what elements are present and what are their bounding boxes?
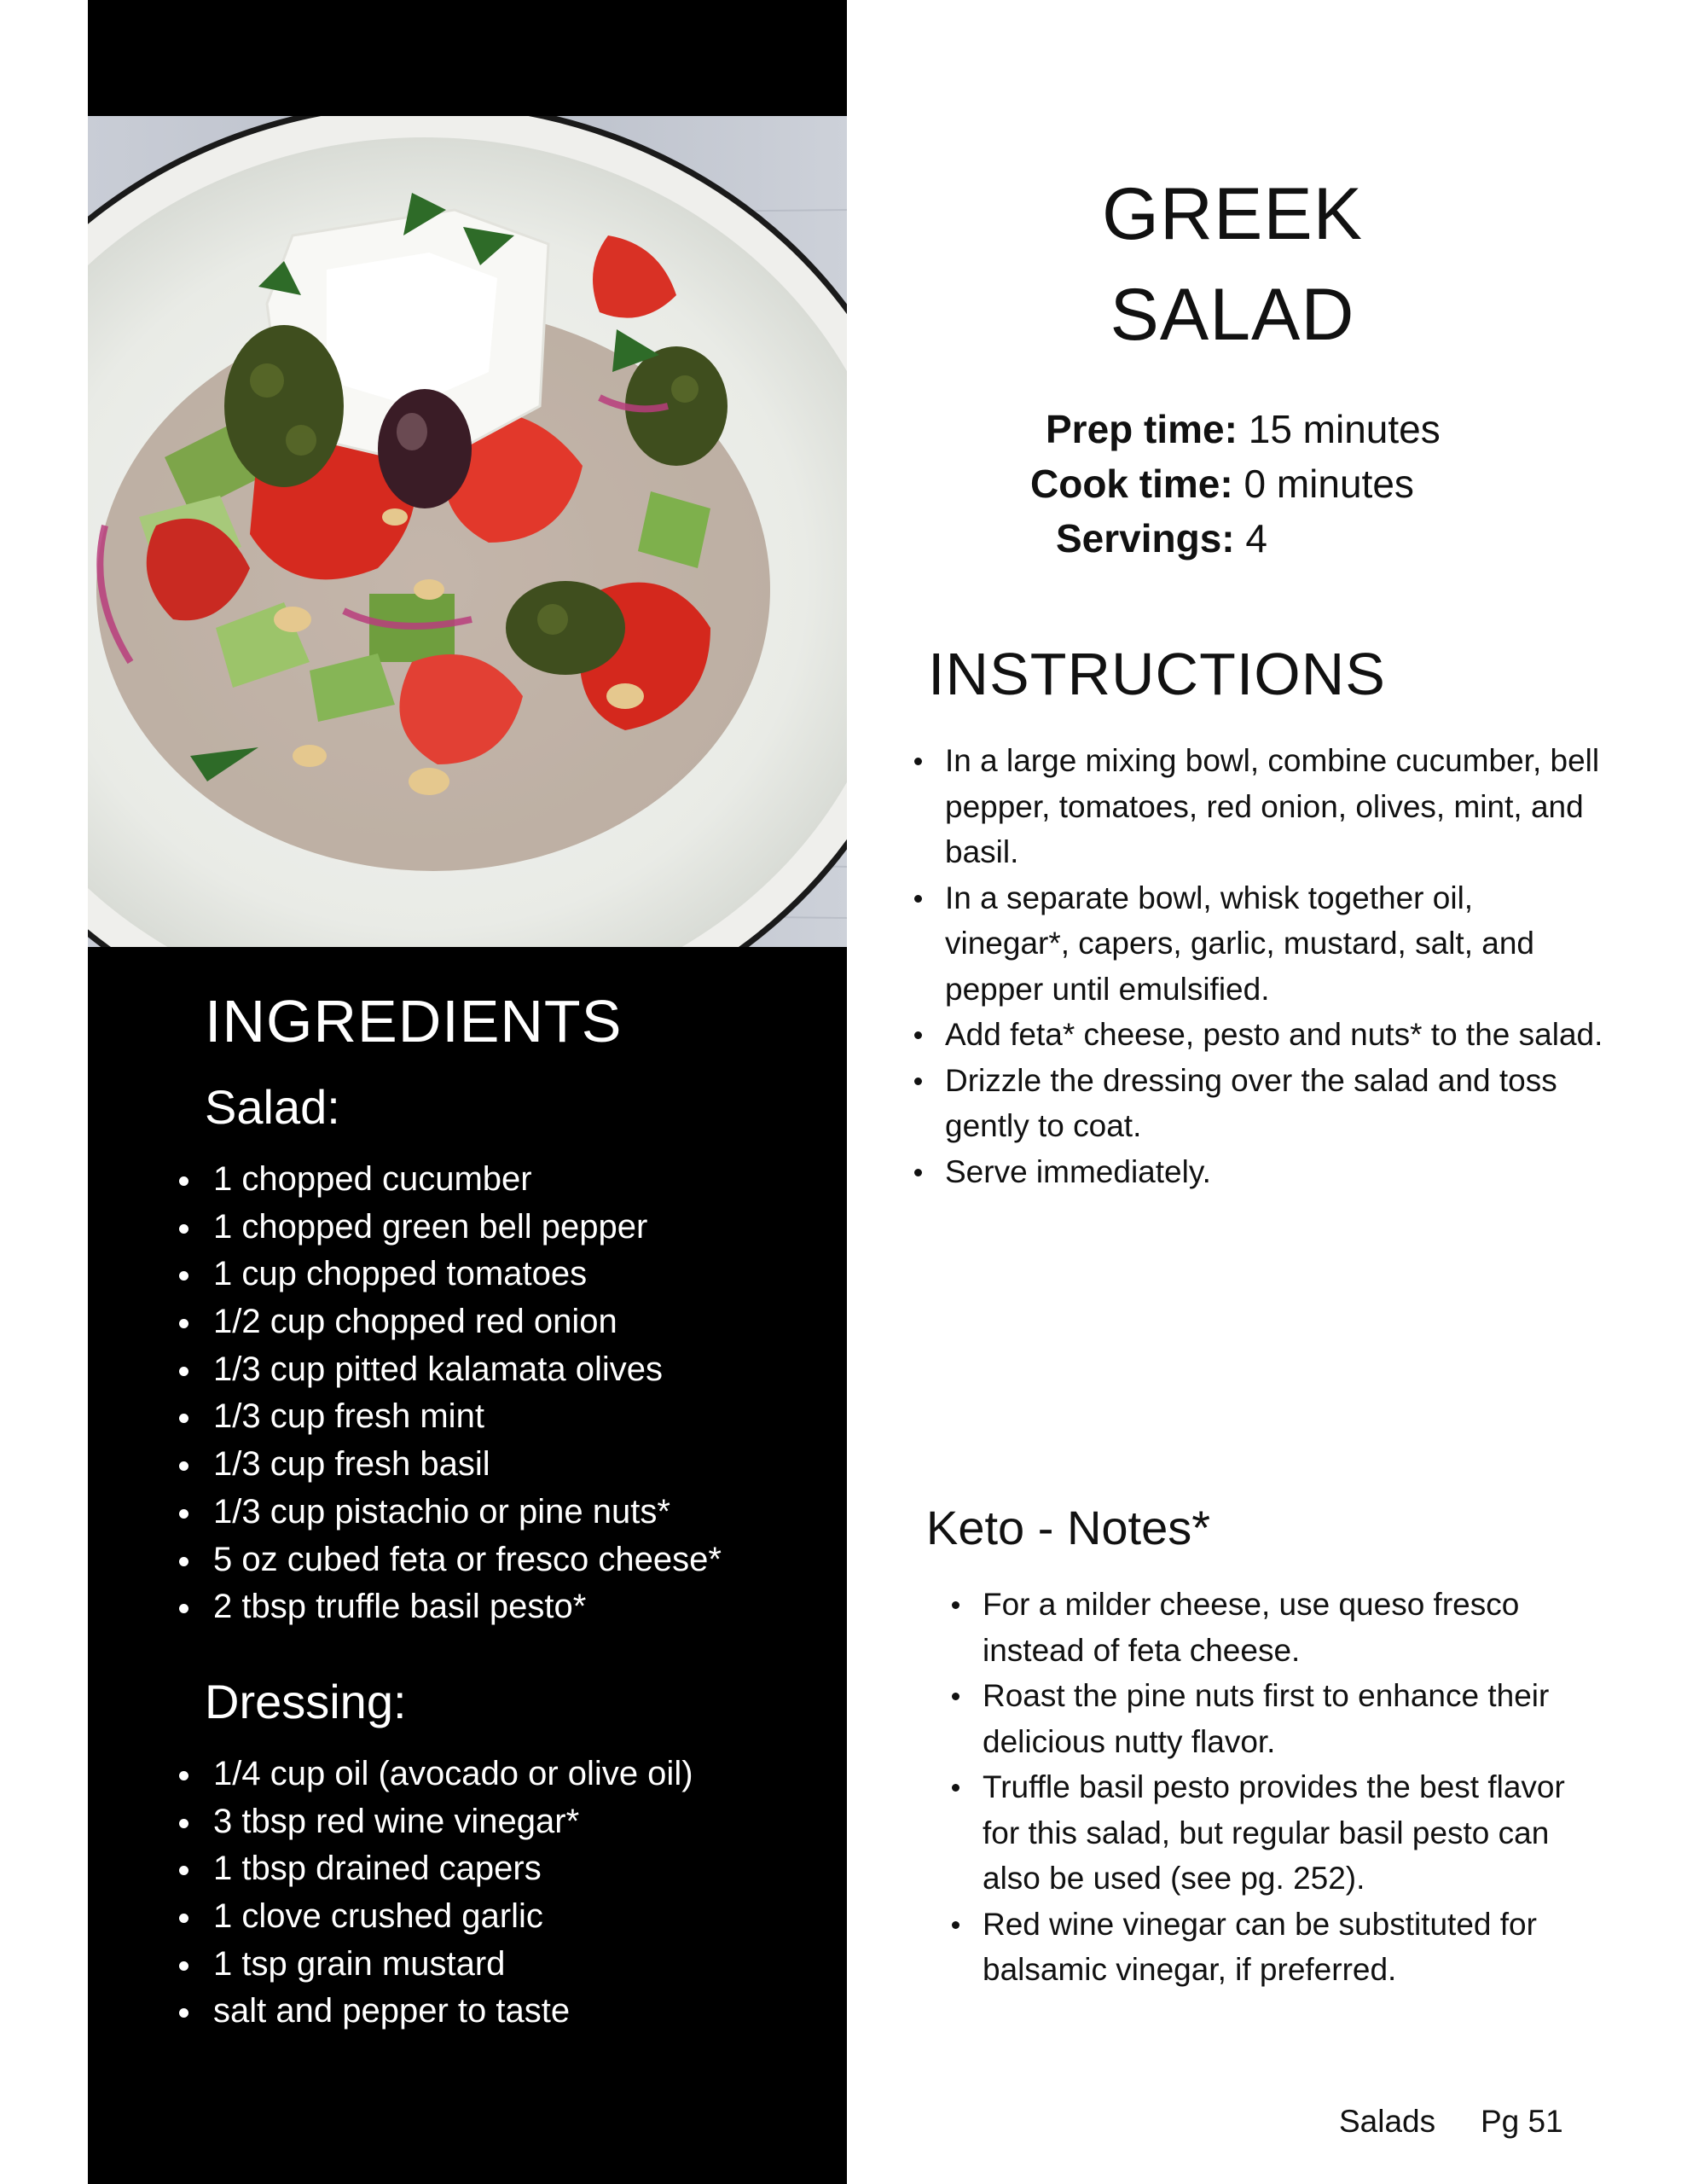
ingredients-heading: INGREDIENTS — [205, 988, 623, 1054]
instruction-step: In a separate bowl, whisk together oil, vinegar*, capers, garlic, mustard, salt, and pepper until emulsified. — [913, 875, 1603, 1013]
keto-notes-list — [950, 1582, 1607, 1993]
instruction-step: Drizzle the dressing over the salad and toss gently to coat. — [913, 1058, 1603, 1149]
instructions-heading: INSTRUCTIONS — [928, 641, 1386, 707]
ingredient-item: 1/3 cup fresh mint — [174, 1393, 722, 1441]
keto-notes-heading: Keto - Notes* — [926, 1501, 1211, 1554]
instruction-step: In a large mixing bowl, combine cucumber, bell pepper, tomatoes, red onion, olives, mint, and basil. — [913, 738, 1603, 875]
page-number: Pg 51 — [1481, 2104, 1563, 2139]
prep-time — [1046, 406, 1441, 452]
cook-time — [1030, 461, 1414, 507]
recipe-title-line1: GREEK — [1101, 173, 1364, 255]
prep-time-value: 15 minutes — [1237, 407, 1441, 451]
ingredient-item: 1 chopped green bell pepper — [174, 1204, 722, 1252]
ingredient-item: 2 tbsp truffle basil pesto* — [174, 1583, 722, 1631]
salad-ingredient-list — [174, 1156, 722, 1631]
instruction-step: Serve immediately. — [913, 1149, 1603, 1195]
servings-label: Servings: — [1056, 516, 1235, 561]
ingredient-item: 1 tbsp drained capers — [174, 1845, 693, 1893]
note-item: Truffle basil pesto provides the best flavor for this salad, but regular basil pesto can also be used (see pg. 252). — [950, 1764, 1607, 1902]
salad-subheading: Salad: — [205, 1080, 340, 1134]
recipe-title-line2: SALAD — [1110, 274, 1355, 356]
ingredient-item: 1 cup chopped tomatoes — [174, 1251, 722, 1298]
ingredient-item: 1/3 cup pitted kalamata olives — [174, 1346, 722, 1394]
ingredient-item: 1/4 cup oil (avocado or olive oil) — [174, 1751, 693, 1798]
ingredient-item: 1 chopped cucumber — [174, 1156, 722, 1204]
instruction-step: Add feta* cheese, pesto and nuts* to the salad. — [913, 1012, 1603, 1058]
ingredient-item: 1 tsp grain mustard — [174, 1941, 693, 1989]
ingredient-item: salt and pepper to taste — [174, 1988, 693, 2036]
dressing-subheading: Dressing: — [205, 1675, 407, 1728]
note-item: For a milder cheese, use queso fresco instead of feta cheese. — [950, 1582, 1607, 1673]
prep-time-label: Prep time: — [1046, 407, 1238, 451]
ingredient-item: 1/3 cup pistachio or pine nuts* — [174, 1489, 722, 1536]
ingredient-item: 1/2 cup chopped red onion — [174, 1298, 722, 1346]
ingredient-item: 3 tbsp red wine vinegar* — [174, 1798, 693, 1846]
dressing-ingredient-list — [174, 1751, 693, 2036]
note-item: Red wine vinegar can be substituted for balsamic vinegar, if preferred. — [950, 1902, 1607, 1993]
footer-section-name: Salads — [1339, 2104, 1436, 2139]
cook-time-label: Cook time: — [1030, 462, 1233, 506]
servings-value: 4 — [1234, 516, 1268, 561]
greek-salad-photo — [88, 116, 847, 947]
recipe-title — [964, 164, 1501, 365]
instructions-list — [913, 738, 1603, 1194]
note-item: Roast the pine nuts first to enhance their delicious nutty flavor. — [950, 1673, 1607, 1764]
ingredient-item: 1 clove crushed garlic — [174, 1893, 693, 1941]
ingredient-item: 1/3 cup fresh basil — [174, 1441, 722, 1489]
ingredient-item: 5 oz cubed feta or fresco cheese* — [174, 1536, 722, 1584]
servings — [1056, 515, 1267, 561]
cook-time-value: 0 minutes — [1232, 462, 1414, 506]
